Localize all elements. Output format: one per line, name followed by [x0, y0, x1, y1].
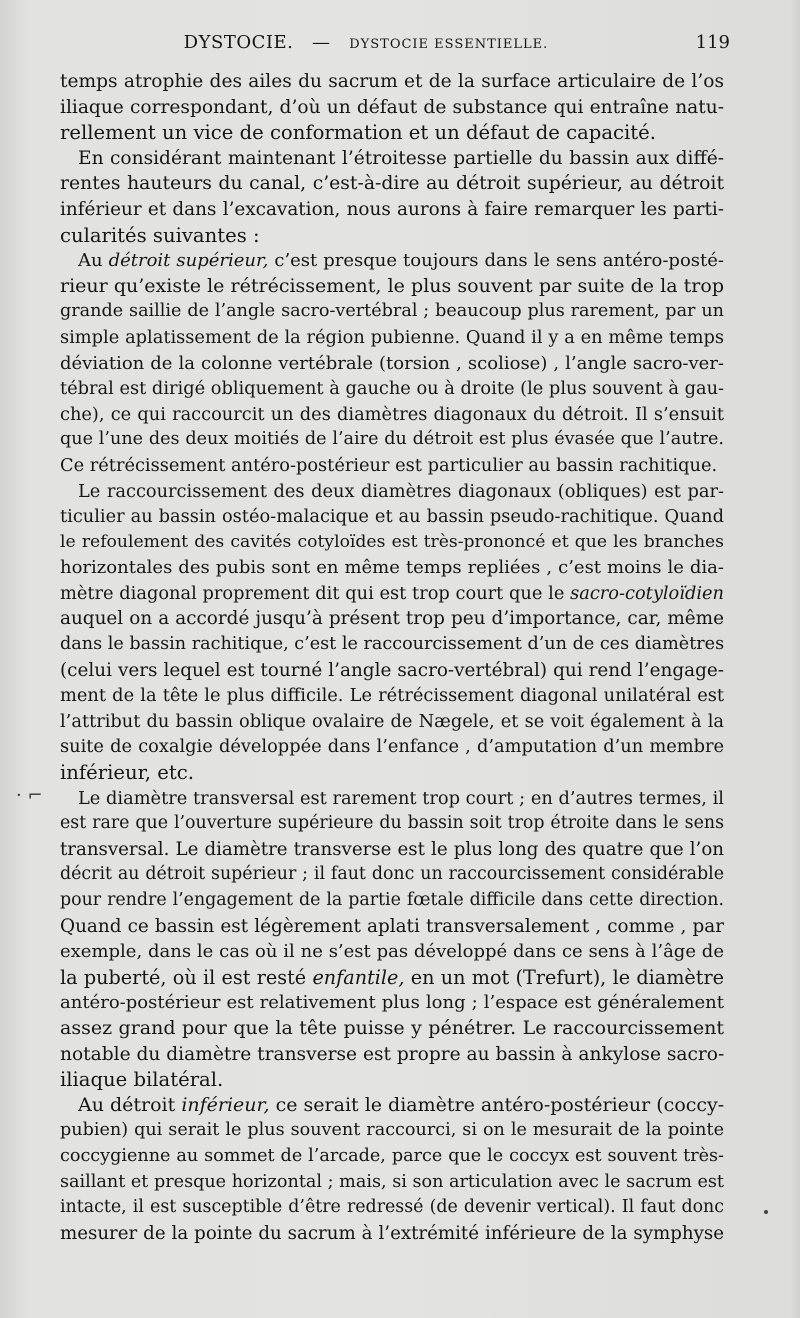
text-line: En considérant maintenant l’étroitesse partielle du bassin aux diffé-	[78, 147, 724, 169]
text-line: l’attribut du bassin oblique ovalaire de Nægele, et se voit également à la	[60, 710, 724, 732]
text-line: ment de la tête le plus difficile. Le rétrécissement diagonal unilatéral est	[60, 685, 724, 707]
text-line: Ce rétrécissement antéro-postérieur est particulier au bassin rachitique.	[60, 454, 718, 476]
paragraph-1	[60, 69, 724, 146]
paragraph-5	[60, 786, 724, 1093]
text-line: horizontales des pubis sont en même temps repliées , c’est moins le dia-	[60, 557, 724, 579]
text-line: tébral est dirigé obliquement à gauche ou à droite (le plus souvent à gau-	[60, 378, 725, 400]
text-line: dans le bassin rachitique, c’est le raccourcissement d’un de ces diamètres	[60, 634, 725, 655]
text-line: iliaque bilatéral.	[60, 1068, 224, 1092]
text-line: pour rendre l’engagement de la partie fœtale difficile dans cette direction.	[60, 890, 724, 910]
italic-term: enfantile,	[312, 965, 405, 989]
text-line: intacte, il est susceptible d’être redressé (de devenir vertical). Il faut donc	[60, 1197, 724, 1218]
text-line: mesurer de la pointe du sacrum à l’extrémité inférieure de la symphyse	[60, 1222, 724, 1244]
text-line: la puberté, où il est resté enfantile, en un mot (Trefurt), le diamètre	[60, 965, 724, 989]
text-line: transversal. Le diamètre transverse est le plus long des quatre que l’on	[60, 838, 724, 860]
text-line: auquel on a accordé jusqu’à présent trop peu d’importance, car, même	[60, 608, 724, 630]
running-head-title: DYSTOCIE.	[183, 32, 294, 53]
text-line: che), ce qui raccourcit un des diamètres diagonaux du détroit. Il s’ensuit	[60, 403, 724, 425]
text-line: est rare que l’ouverture supérieure du bassin soit trop étroite dans le sens	[60, 813, 724, 834]
text-line: suite de coxalgie développée dans l’enfance , d’amputation d’un membre	[60, 736, 724, 758]
text-line: ticulier au bassin ostéo-malacique et au bassin pseudo-rachitique. Quand	[60, 506, 724, 528]
text-line: décrit au détroit supérieur ; il faut donc un raccourcissement considérable	[60, 864, 724, 885]
text-line: Le diamètre transversal est rarement trop court ; en d’autres termes, il	[78, 787, 724, 809]
running-head-separator: —	[312, 32, 331, 53]
text-line: Au détroit supérieur, c’est presque toujours dans le sens antéro-posté-	[78, 250, 724, 272]
text-line: que l’une des deux moitiés de l’aire du détroit est plus évasée que l’autre.	[60, 429, 724, 450]
text-line: cularités suivantes :	[60, 223, 260, 247]
paragraph-6	[60, 1093, 724, 1247]
body-text	[60, 69, 724, 1246]
text-line: Le raccourcissement des deux diamètres diagonaux (obliques) est par-	[78, 480, 724, 502]
text-line: rellement un vice de conformation et un défaut de capacité.	[60, 121, 656, 145]
text-line: déviation de la colonne vertébrale (torsion , scoliose) , l’angle sacro-ver-	[60, 352, 724, 374]
text-line: coccygienne au sommet de l’arcade, parce que le coccyx est souvent très-	[60, 1145, 724, 1166]
text-line: saillant et presque horizontal ; mais, si son articulation avec le sacrum est	[60, 1171, 724, 1192]
running-head-subtitle: DYSTOCIE ESSENTIELLE.	[349, 37, 549, 52]
italic-term: sacro-cotyloïdien	[570, 582, 724, 604]
ink-speck	[764, 1210, 768, 1214]
text-line: notable du diamètre transverse est propre au bassin à ankylose sacro-	[60, 1043, 725, 1065]
text-line: antéro-postérieur est relativement plus long ; l’espace est généralement	[60, 992, 724, 1014]
paragraph-2	[60, 146, 724, 248]
text-line: Quand ce bassin est légèrement aplati transversalement , comme , par	[60, 915, 724, 937]
italic-term: détroit supérieur,	[108, 250, 269, 272]
text-line: rieur qu’existe le rétrécissement, le plus souvent par suite de la trop	[60, 274, 724, 297]
margin-mark: · ⌐	[16, 785, 43, 806]
paragraph-4	[60, 479, 724, 786]
italic-term: inférieur,	[181, 1093, 270, 1116]
text-line: iliaque correspondant, d’où un défaut de substance qui entraîne natu-	[60, 96, 724, 118]
text-line: pubien) qui serait le plus souvent raccourci, si on le mesurait de la pointe	[60, 1120, 724, 1141]
text-line: exemple, dans le cas où il ne s’est pas développé dans ce sens à l’âge de	[60, 941, 724, 963]
paragraph-3	[60, 248, 724, 478]
text-line: assez grand pour que la tête puisse y pénétrer. Le raccourcissement	[60, 1016, 724, 1039]
text-line: le refoulement des cavités cotyloïdes est très-prononcé et que les branches	[60, 531, 724, 552]
text-line: simple aplatissement de la région pubienne. Quand il y a en même temps	[60, 326, 724, 348]
running-head	[62, 32, 670, 53]
text-line: rentes hauteurs du canal, c’est-à-dire au détroit supérieur, au détroit	[60, 173, 724, 195]
text-line: Au détroit inférieur, ce serait le diamètre antéro-postérieur (coccy-	[78, 1093, 725, 1116]
page-number: 119	[695, 32, 730, 53]
page-header	[62, 32, 730, 60]
text-line: mètre diagonal proprement dit qui est trop court que le sacro-cotyloïdien	[60, 582, 724, 604]
text-line: temps atrophie des ailes du sacrum et de la surface articulaire de l’os	[60, 71, 724, 92]
text-line: inférieur et dans l’excavation, nous aurons à faire remarquer les parti-	[60, 198, 724, 220]
text-line: inférieur, etc.	[60, 761, 194, 785]
text-line: (celui vers lequel est tourné l’angle sacro-vertébral) qui rend l’engage-	[60, 659, 724, 681]
text-line: grande saillie de l’angle sacro-vertébral ; beaucoup plus rarement, par un	[60, 301, 724, 322]
